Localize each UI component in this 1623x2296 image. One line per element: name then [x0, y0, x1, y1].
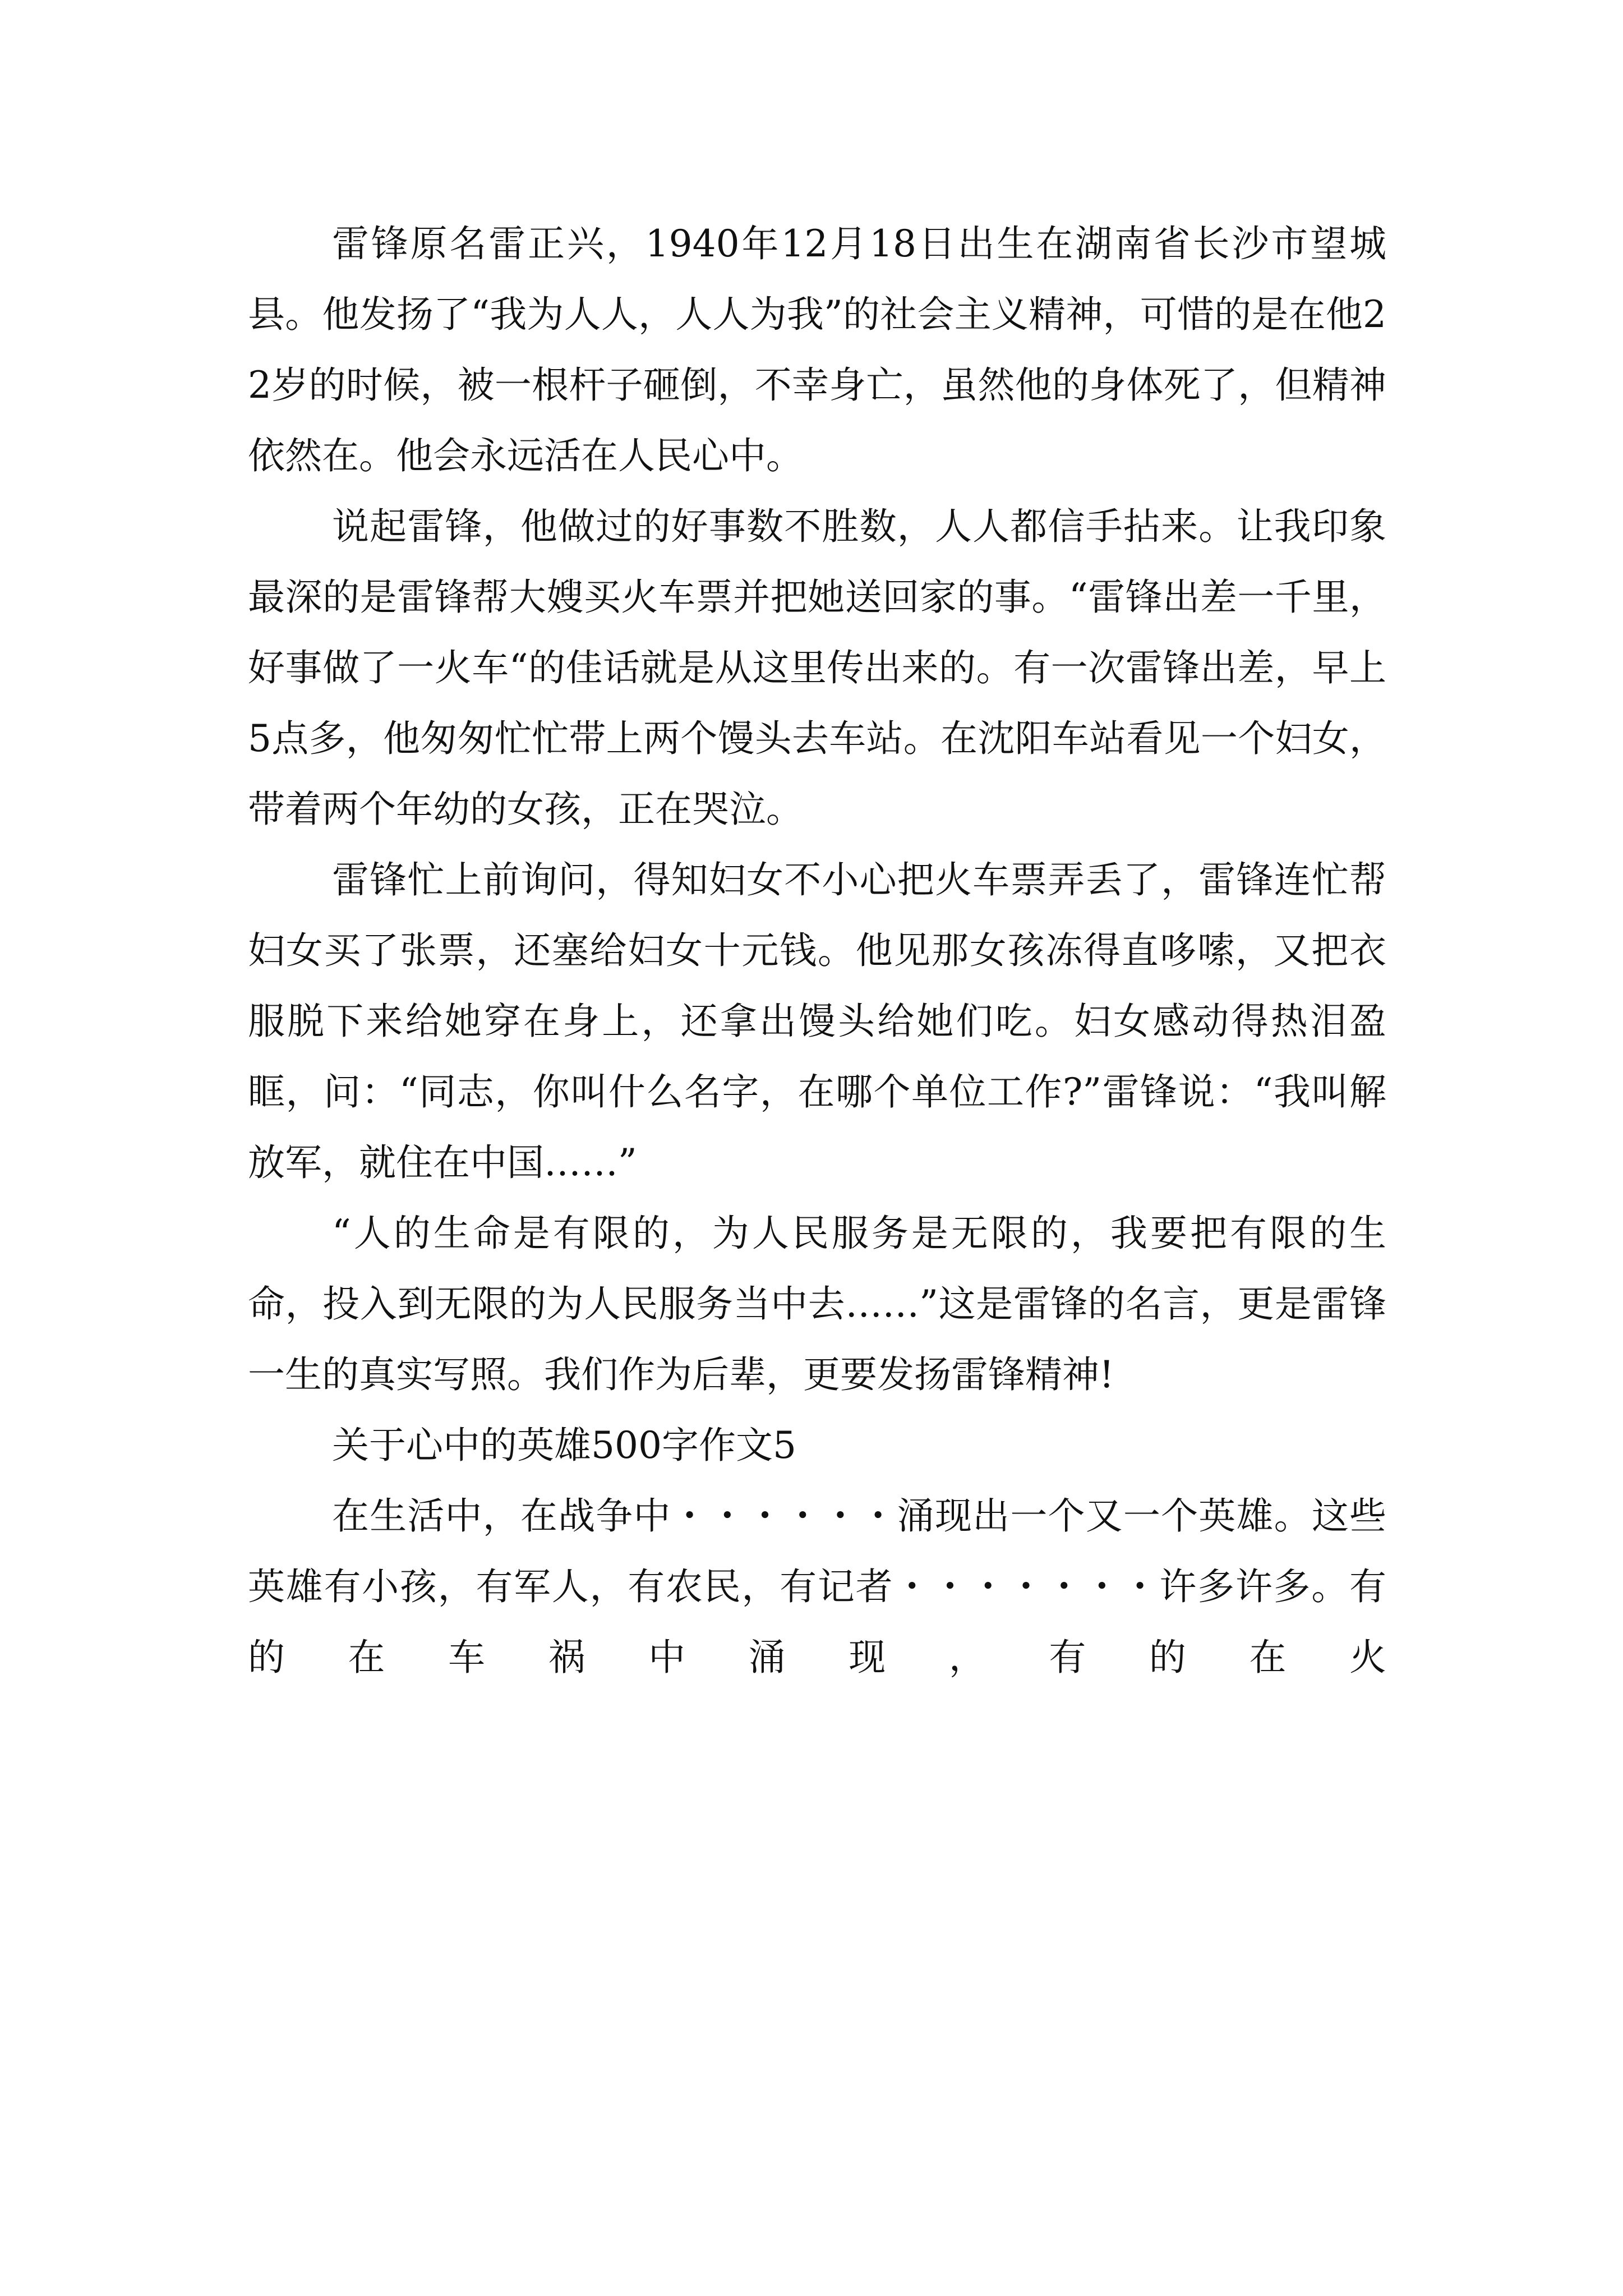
paragraph-train-ticket: 雷锋忙上前询问，得知妇女不小心把火车票弄丢了，雷锋连忙帮妇女买了张票，还塞给妇女十元钱。他见那女孩冻得直哆嗦，又把衣服脱下来给她穿在身上，还拿出馒头给她们吃。妇女感动得热泪盈眶，问：“同志，你叫什么名字，在哪个单位工作?”雷锋说：“我叫解放军，就住在中国……” [248, 858, 1386, 1184]
paragraph-good-deeds: 说起雷锋，他做过的好事数不胜数，人人都信手拈来。让我印象最深的是雷锋帮大嫂买火车票并把她送回家的事。“雷锋出差一千里，好事做了一火车“的佳话就是从这里传出来的。有一次雷锋出差，早上5点多，他匆匆忙忙带上两个馒头去车站。在沈阳车站看见一个妇女，带着两个年幼的女孩，正在哭泣。 [248, 505, 1386, 831]
paragraph-heroes: 在生活中，在战争中・・・・・・涌现出一个又一个英雄。这些英雄有小孩，有军人，有农民，有记者・・・・・・・许多许多。有的在车祸中涌现，有的在火 [248, 1494, 1386, 1679]
essay-heading: 关于心中的英雄500字作文5 [332, 1424, 796, 1467]
document-body [248, 209, 1386, 1693]
paragraph-birth: 雷锋原名雷正兴，1940年12月18日出生在湖南省长沙市望城县。他发扬了“我为人人，人人为我”的社会主义精神，可惜的是在他22岁的时候，被一根杆子砸倒，不幸身亡，虽然他的身体死了，但精神依然在。他会永远活在人民心中。 [248, 222, 1386, 477]
paragraph-quote: “人的生命是有限的，为人民服务是无限的，我要把有限的生命，投入到无限的为人民服务当中去……”这是雷锋的名言，更是雷锋一生的真实写照。我们作为后辈，更要发扬雷锋精神! [248, 1212, 1386, 1396]
